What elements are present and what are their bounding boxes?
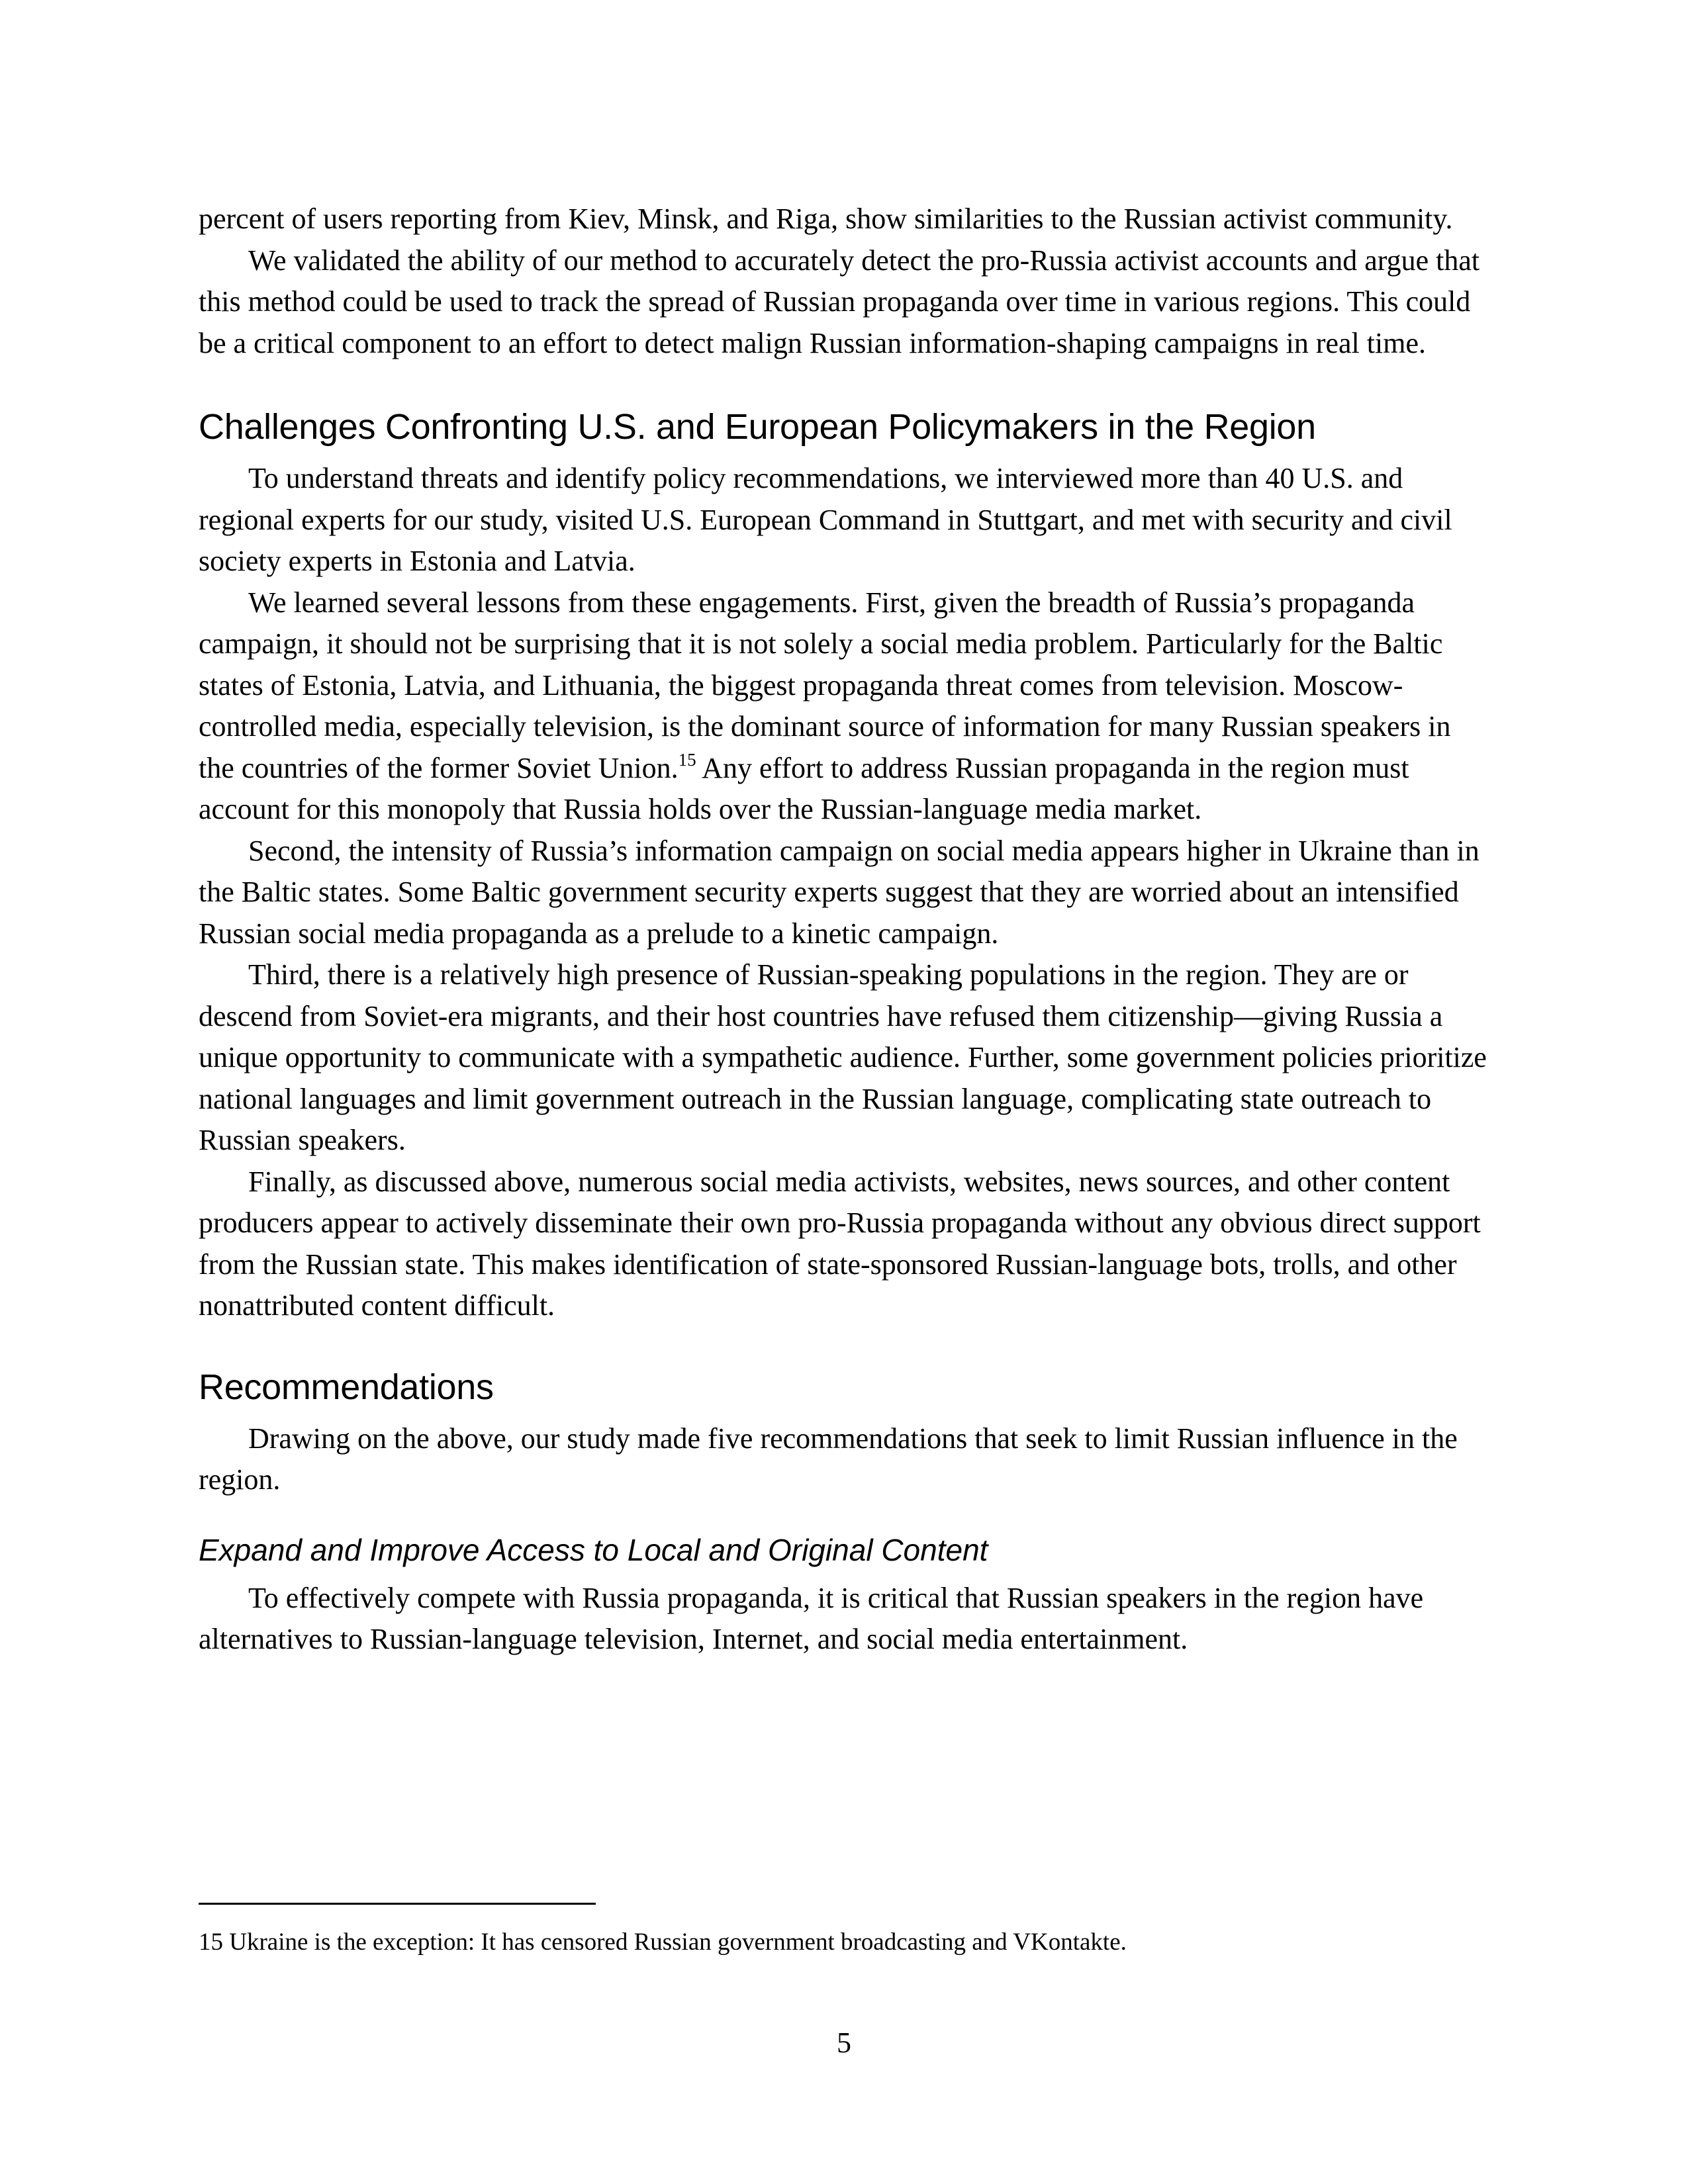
footnote-reference: 15 [678, 749, 696, 770]
challenges-paragraph-2-text: We learned several lessons from these engagements. First, given the breadth of Russia’s propaganda campaign, it should not be surprising that it is not solely a social media problem. Particularly for the Baltic states of Estonia, Latvia, and Lithuania, the biggest propaganda threat comes from television. Moscow-controlled media, especially television, is the dominant source of information for many Russian speakers in the countries of the former Soviet Union. [199, 586, 1451, 784]
challenges-heading: Challenges Confronting U.S. and European Policymakers in the Region [199, 407, 1316, 447]
challenges-paragraph-4: Third, there is a relatively high presence of Russian-speaking populations in the region. They are or descend from Soviet-era migrants, and their host countries have refused them citizenship—giving Russia a unique opportunity to communicate with a sympathetic audience. Further, some government policies prioritize national languages and limit government outreach in the Russian language, complicating state outreach to Russian speakers. [199, 958, 1487, 1156]
expand-access-subheading: Expand and Improve Access to Local and Original Content [199, 1532, 988, 1567]
page-number: 5 [837, 2026, 851, 2059]
recommendations-paragraph-1: Drawing on the above, our study made five recommendations that seek to limit Russian influence in the region. [199, 1422, 1458, 1496]
challenges-paragraph-5: Finally, as discussed above, numerous social media activists, websites, news sources, and other content producers appear to actively disseminate their own pro-Russia propaganda without any obvious direct support from the Russian state. This makes identification of state-sponsored Russian-language bots, trolls, and other nonattributed content difficult. [199, 1165, 1481, 1322]
challenges-paragraph-3: Second, the intensity of Russia’s information campaign on social media appears higher in Ukraine than in the Baltic states. Some Baltic government security experts suggest that they are worried about an intensified Russian social media propaganda as a prelude to a kinetic campaign. [199, 834, 1479, 950]
challenges-paragraph-2 [199, 582, 1489, 831]
challenges-paragraph-2-continuation: Any effort to address Russian propaganda in the region must account for this monopoly that Russia holds over the Russian-language media market. [199, 751, 1409, 825]
page-content [199, 199, 1489, 1661]
recommendations-heading: Recommendations [199, 1367, 494, 1407]
challenges-paragraph-1: To understand threats and identify policy recommendations, we interviewed more than 40 U.S. and regional experts for our study, visited U.S. European Command in Stuttgart, and met with security and civil society experts in Estonia and Latvia. [199, 462, 1452, 577]
intro-paragraph-validation: We validated the ability of our method to accurately detect the pro-Russia activist accounts and argue that this method could be used to track the spread of Russian propaganda over time in various regions. This could be a critical component to an effort to detect malign Russian information-shaping campaigns in real time. [199, 244, 1480, 359]
footnote-divider [199, 1903, 596, 1905]
recommendations-paragraph-2: To effectively compete with Russia propaganda, it is critical that Russian speakers in the region have alternatives to Russian-language television, Internet, and social media entertainment. [199, 1581, 1424, 1655]
intro-paragraph-continued: percent of users reporting from Kiev, Minsk, and Riga, show similarities to the Russian activist community. [199, 203, 1453, 235]
footnote: 15 Ukraine is the exception: It has censored Russian government broadcasting and VKontakte. [199, 1929, 1127, 1956]
